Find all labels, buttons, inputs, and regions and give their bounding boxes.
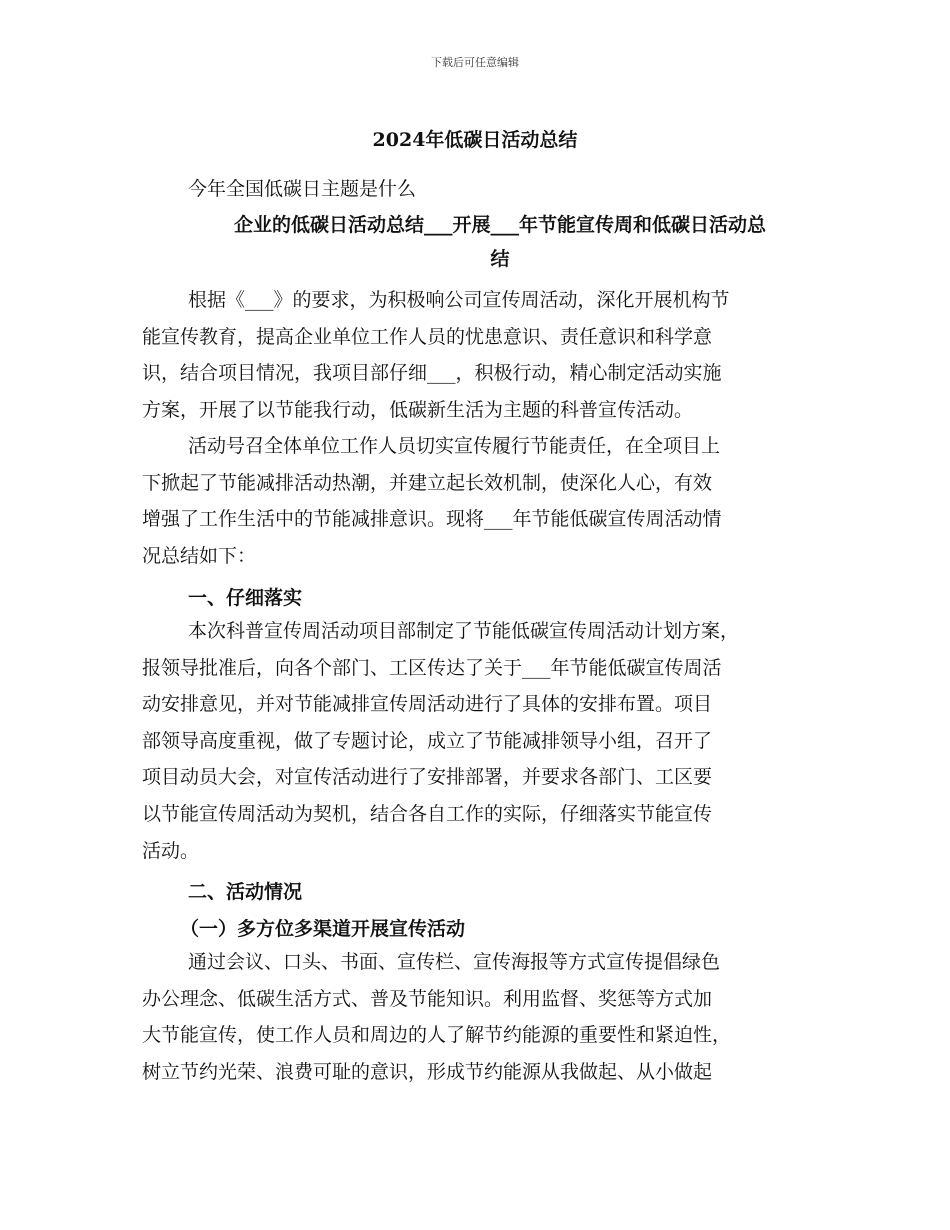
paragraph-line: 项目动员大会，对宣传活动进行了安排部署，并要求各部门、工区要	[142, 766, 713, 789]
subtitle	[180, 208, 820, 276]
paragraph-line: 大节能宣传，使工作人员和周边的人了解节约能源的重要性和紧迫性，	[142, 1024, 732, 1047]
paragraph-line: 方案，开展了以节能我行动，低碳新生活为主题的科普宣传活动。	[142, 398, 694, 421]
document-title: 2024年低碳日活动总结	[372, 129, 578, 151]
paragraph-line: 活动。	[142, 839, 200, 862]
paragraph-1	[142, 282, 822, 428]
paragraph-line: 本次科普宣传周活动项目部制定了节能低碳宣传周活动计划方案，	[188, 620, 740, 642]
paragraph-3	[142, 613, 822, 869]
paragraph-line: 下掀起了节能减排活动热潮，并建立起长效机制，使深化人心，有效	[142, 471, 713, 494]
paragraph-line: 动安排意见，并对节能减排宣传周活动进行了具体的安排布置。项目	[142, 693, 713, 716]
paragraph-line: 办公理念、低碳生活方式、普及节能知识。利用监督、奖惩等方式加	[142, 987, 713, 1010]
paragraph-line: 以节能宣传周活动为契机，结合各自工作的实际，仔细落实节能宣传	[142, 802, 713, 825]
paragraph-line: 报领导批准后，向各个部门、工区传达了关于___年节能低碳宣传周活	[142, 656, 722, 679]
paragraph-line: 活动号召全体单位工作人员切实宣传履行节能责任，在全项目上	[188, 435, 721, 457]
page-header: 下载后可任意编辑	[431, 56, 519, 69]
paragraph-line: 况总结如下：	[142, 544, 257, 567]
paragraph-line: 通过会议、口头、书面、宣传栏、宣传海报等方式宣传提倡绿色	[188, 951, 721, 973]
paragraph-2	[142, 428, 822, 574]
section-heading-2: 二、活动情况	[188, 881, 303, 903]
paragraph-line: 根据《___》的要求，为积极响公司宣传周活动，深化开展机构节	[188, 289, 730, 311]
intro-line: 今年全国低碳日主题是什么	[188, 178, 417, 200]
paragraph-line: 识，结合项目情况，我项目部仔细___，积极行动，精心制定活动实施	[142, 362, 722, 385]
paragraph-4	[142, 944, 822, 1090]
paragraph-line: 增强了工作生活中的节能减排意识。现将___年节能低碳宣传周活动情	[142, 508, 722, 531]
paragraph-line: 部领导高度重视，做了专题讨论，成立了节能减排领导小组，召开了	[142, 729, 713, 752]
subtitle-line: 结	[490, 248, 510, 270]
paragraph-line: 树立节约光荣、浪费可耻的意识，形成节约能源从我做起、从小做起	[142, 1060, 713, 1083]
subsection-heading: （一）多方位多渠道开展宣传活动	[180, 918, 466, 940]
section-heading-1: 一、仔细落实	[188, 587, 303, 609]
subtitle-line: 企业的低碳日活动总结___开展___年节能宣传周和低碳日活动总	[233, 214, 766, 236]
paragraph-line: 能宣传教育，提高企业单位工作人员的忧患意识、责任意识和科学意	[142, 325, 713, 348]
